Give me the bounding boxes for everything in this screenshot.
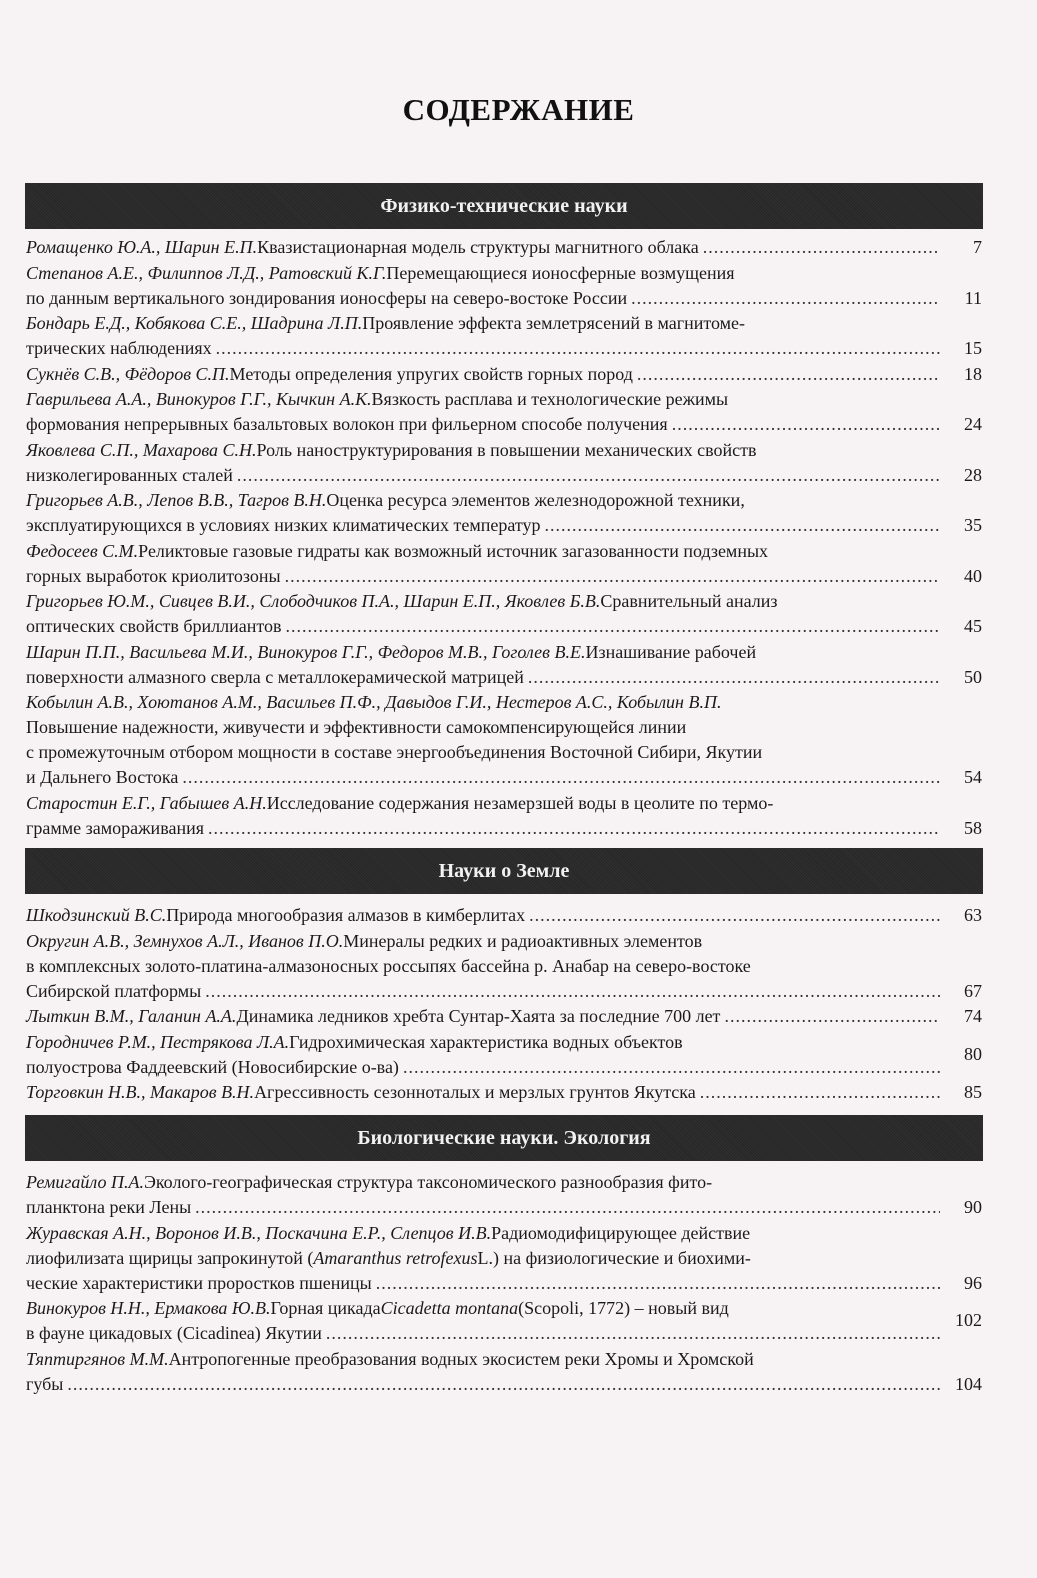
entry-line	[26, 261, 982, 286]
entry-line	[26, 1080, 982, 1105]
entry-title-text: Квазистационарная модель структуры магнитного облака	[257, 237, 699, 257]
entry-line	[26, 589, 982, 614]
entry-line	[26, 954, 982, 979]
section-heading: Физико-технические науки	[25, 183, 983, 229]
toc-entry[interactable]	[26, 235, 982, 260]
page-number[interactable]: 54	[964, 767, 982, 787]
entry-line	[26, 1296, 982, 1321]
entry-title-text: Сибирской платформы	[26, 981, 202, 1001]
entry-line	[26, 1030, 982, 1055]
page-number[interactable]: 90	[964, 1197, 982, 1217]
entry-title-text: (Scopoli, 1772) – новый вид	[518, 1298, 729, 1318]
entry-authors: Тяптиргянов М.М.	[26, 1349, 169, 1369]
entry-line	[26, 1271, 982, 1296]
dot-leader	[637, 362, 940, 387]
entry-title-text: в фауне цикадовых (Cicadinea) Якутии	[26, 1323, 322, 1343]
entry-line	[26, 979, 982, 1004]
toc-entry[interactable]	[26, 1004, 982, 1029]
entry-line	[26, 929, 982, 954]
toc-entry[interactable]	[26, 539, 982, 589]
entry-authors: Кобылин А.В., Хоютанов А.М., Васильев П.Ф., Давыдов Г.И., Нестеров А.С., Кобылин В.П.	[26, 692, 722, 712]
entry-line	[26, 903, 982, 928]
entry-title-text: Горная цикада	[270, 1298, 381, 1318]
entry-authors: Гаврильева А.А., Винокуров Г.Г., Кычкин А.К.	[26, 389, 372, 409]
entry-title-text: Реликтовые газовые гидраты как возможный источник загазованности подземных	[138, 541, 769, 561]
entry-title-text: L.) на физиологические и биохими-	[477, 1248, 751, 1268]
entry-title-text: Антропогенные преобразования водных экосистем реки Хромы и Хромской	[168, 1349, 754, 1369]
dot-leader	[403, 1055, 940, 1080]
entry-title-text: оптических свойств бриллиантов	[26, 616, 282, 636]
page-number[interactable]: 11	[964, 288, 982, 308]
page-number[interactable]: 80	[964, 1044, 982, 1064]
entry-authors: Сукнёв С.В., Фёдоров С.П.	[26, 364, 230, 384]
page-number[interactable]: 35	[964, 515, 982, 535]
entry-title-text: Природа многообразия алмазов в кимберлитах	[166, 905, 526, 925]
entry-authors: Григорьев А.В., Лепов В.В., Тагров В.Н.	[26, 490, 327, 510]
toc-entry[interactable]	[26, 311, 982, 361]
entry-line	[26, 1055, 982, 1080]
entry-title-text: Гидрохимическая характеристика водных объектов	[289, 1032, 683, 1052]
toc-entry[interactable]	[26, 791, 982, 841]
page-number[interactable]: 104	[955, 1374, 982, 1394]
entry-authors: Винокуров Н.Н., Ермакова Ю.В.	[26, 1298, 271, 1318]
toc-entry[interactable]	[26, 929, 982, 1004]
entry-title-text: Динамика ледников хребта Сунтар-Хаята за последние 700 лет	[236, 1006, 721, 1026]
entry-line	[26, 362, 982, 387]
page-number[interactable]: 74	[964, 1006, 982, 1026]
entry-title-text: губы	[26, 1374, 64, 1394]
toc-entry[interactable]	[26, 640, 982, 690]
dot-leader	[724, 1004, 940, 1029]
dot-leader	[237, 463, 940, 488]
toc-entry[interactable]	[26, 1170, 982, 1220]
dot-leader	[631, 286, 940, 311]
entry-title-text: Минералы редких и радиоактивных элементов	[343, 931, 703, 951]
toc-entry[interactable]	[26, 438, 982, 488]
entry-line	[26, 235, 982, 260]
entry-title-text: полуострова Фаддеевский (Новосибирские о-ва)	[26, 1057, 399, 1077]
section-heading: Биологические науки. Экология	[25, 1115, 983, 1161]
entry-authors: Федосеев С.М.	[26, 541, 139, 561]
entry-title-text: эксплуатирующихся в условиях низких климатических температур	[26, 515, 541, 535]
page-number[interactable]: 67	[964, 981, 982, 1001]
dot-leader	[67, 1372, 940, 1397]
entry-line	[26, 665, 982, 690]
entry-line	[26, 488, 982, 513]
entry-line	[26, 412, 982, 437]
entry-title-text: Перемещающиеся ионосферные возмущения	[386, 263, 735, 283]
entry-line	[26, 1246, 982, 1271]
toc-entry[interactable]	[26, 1347, 982, 1397]
entry-title-text: Исследование содержания незамерзшей воды в цеолите по термо-	[266, 793, 774, 813]
page-title: СОДЕРЖАНИЕ	[402, 92, 635, 127]
entry-authors: Ремигайло П.А.	[26, 1172, 144, 1192]
entry-line	[26, 816, 982, 841]
page-number[interactable]: 7	[973, 237, 982, 257]
dot-leader	[205, 979, 940, 1004]
species-name: Amaranthus retrofexus	[313, 1248, 478, 1268]
entry-title-text: с промежуточным отбором мощности в составе энергообъединения Восточной Сибири, Якутии	[26, 742, 763, 762]
entry-authors: Шарин П.П., Васильева М.И., Винокуров Г.Г., Федоров М.В., Гоголев В.Е.	[26, 642, 586, 662]
entry-title-text: в комплексных золото-платина-алмазоносных россыпях бассейна р. Анабар на северо-востоке	[26, 956, 751, 976]
toc-entry[interactable]	[26, 1080, 982, 1105]
dot-leader	[529, 903, 940, 928]
entry-authors: Григорьев Ю.М., Сивцев В.И., Слободчиков П.А., Шарин Е.П., Яковлев Б.В.	[26, 591, 601, 611]
entry-authors: Округин А.В., Земнухов А.Л., Иванов П.О.	[26, 931, 344, 951]
entry-line	[26, 438, 982, 463]
entry-title-text: и Дальнего Востока	[26, 767, 179, 787]
entry-authors: Старостин Е.Г., Габышев А.Н.	[26, 793, 267, 813]
entry-line	[26, 1004, 982, 1029]
entry-title-text: Сравнительный анализ	[600, 591, 778, 611]
entry-line	[26, 564, 982, 589]
entry-line	[26, 791, 982, 816]
toc-entry[interactable]	[26, 261, 982, 311]
entry-title-text: по данным вертикального зондирования ионосферы на северо-востоке России	[26, 288, 628, 308]
entry-title-text: поверхности алмазного сверла с металлокерамической матрицей	[26, 667, 524, 687]
entry-authors: Ромащенко Ю.А., Шарин Е.П.	[26, 237, 258, 257]
page-number[interactable]: 102	[955, 1310, 982, 1330]
entry-authors: Степанов А.Е., Филиппов Л.Д., Ратовский К.Г.	[26, 263, 387, 283]
entry-title-text: Радиомодифицирующее действие	[491, 1223, 751, 1243]
toc-entry[interactable]	[26, 362, 982, 387]
entry-title-text: лиофилизата щирицы запрокинутой (	[26, 1248, 314, 1268]
entry-title-text: низколегированных сталей	[26, 465, 233, 485]
page-number[interactable]: 40	[964, 566, 982, 586]
dot-leader	[376, 1271, 940, 1296]
entry-title-text: Методы определения упругих свойств горных пород	[229, 364, 633, 384]
dot-leader	[528, 665, 940, 690]
toc-entry[interactable]	[26, 903, 982, 928]
entry-line	[26, 513, 982, 538]
species-name: Cicadetta montana	[380, 1298, 519, 1318]
entry-title-text: планктона реки Лены	[26, 1197, 192, 1217]
entry-line	[26, 715, 982, 740]
page-number[interactable]: 58	[964, 818, 982, 838]
entry-title-text: горных выработок криолитозоны	[26, 566, 281, 586]
page-number[interactable]: 85	[964, 1082, 982, 1102]
page-number[interactable]: 63	[964, 905, 982, 925]
entry-authors: Городничев Р.М., Пестрякова Л.А.	[26, 1032, 290, 1052]
toc-entry[interactable]	[26, 589, 982, 639]
toc-entry[interactable]	[26, 1030, 982, 1080]
entry-line	[26, 336, 982, 361]
dot-leader	[208, 816, 940, 841]
toc-entry[interactable]	[26, 387, 982, 437]
entry-line	[26, 1347, 982, 1372]
entry-title-text: Агрессивность сезонноталых и мерзлых грунтов Якутска	[254, 1082, 696, 1102]
entry-title-text: трических наблюдениях	[26, 338, 212, 358]
dot-leader	[700, 1080, 940, 1105]
entry-line	[26, 286, 982, 311]
entry-line	[26, 387, 982, 412]
page-number[interactable]: 15	[964, 338, 982, 358]
page-number[interactable]: 28	[964, 465, 982, 485]
dot-leader	[285, 564, 940, 589]
dot-leader	[216, 336, 940, 361]
entry-authors: Журавская А.Н., Воронов И.В., Поскачина Е.Р., Слепцов И.В.	[26, 1223, 492, 1243]
toc-entry[interactable]	[26, 1221, 982, 1296]
toc-entry[interactable]	[26, 1296, 982, 1346]
page-number[interactable]: 96	[964, 1273, 982, 1293]
entry-authors: Бондарь Е.Д., Кобякова С.Е., Шадрина Л.П.	[26, 313, 363, 333]
entry-title-text: Эколого-географическая структура таксономического разнообразия фито-	[143, 1172, 713, 1192]
entry-authors: Яковлева С.П., Махарова С.Н.	[26, 440, 257, 460]
entry-line	[26, 1372, 982, 1397]
dot-leader	[672, 412, 940, 437]
entry-line	[26, 463, 982, 488]
entry-line	[26, 614, 982, 639]
section-heading: Науки о Земле	[25, 848, 983, 894]
entry-title-text: Роль наноструктурирования в повышении механических свойств	[256, 440, 757, 460]
dot-leader	[195, 1195, 940, 1220]
entry-line	[26, 1221, 982, 1246]
entry-title-text: Вязкость расплава и технологические режимы	[371, 389, 729, 409]
page-number[interactable]: 45	[964, 616, 982, 636]
toc-entry[interactable]	[26, 690, 982, 790]
dot-leader	[285, 614, 940, 639]
entry-line	[26, 740, 982, 765]
entry-title-text: Оценка ресурса элементов железнодорожной техники,	[326, 490, 745, 510]
dot-leader	[703, 235, 940, 260]
entry-title-text: грамме замораживания	[26, 818, 204, 838]
entry-title-text: Повышение надежности, живучести и эффективности самокомпенсирующейся линии	[26, 717, 687, 737]
entry-line	[26, 1321, 982, 1346]
page-number[interactable]: 50	[964, 667, 982, 687]
entry-line	[26, 1195, 982, 1220]
entry-line	[26, 311, 982, 336]
toc-entry[interactable]	[26, 488, 982, 538]
entry-title-text: Изнашивание рабочей	[585, 642, 757, 662]
entry-line	[26, 539, 982, 564]
entry-line	[26, 640, 982, 665]
dot-leader	[545, 513, 940, 538]
entry-authors: Лыткин В.М., Галанин А.А.	[26, 1006, 237, 1026]
entry-authors: Шкодзинский В.С.	[26, 905, 167, 925]
entry-line	[26, 1170, 982, 1195]
entry-line	[26, 690, 982, 715]
entry-line	[26, 765, 982, 790]
page-number[interactable]: 18	[964, 364, 982, 384]
entry-title-text: Проявление эффекта землетрясений в магнитоме-	[362, 313, 746, 333]
entry-title-text: ческие характеристики проростков пшеницы	[26, 1273, 372, 1293]
dot-leader	[182, 765, 940, 790]
entry-title-text: формования непрерывных базальтовых волокон при фильерном способе получения	[26, 414, 668, 434]
page-number[interactable]: 24	[964, 414, 982, 434]
dot-leader	[326, 1321, 940, 1346]
entry-authors: Торговкин Н.В., Макаров В.Н.	[26, 1082, 255, 1102]
